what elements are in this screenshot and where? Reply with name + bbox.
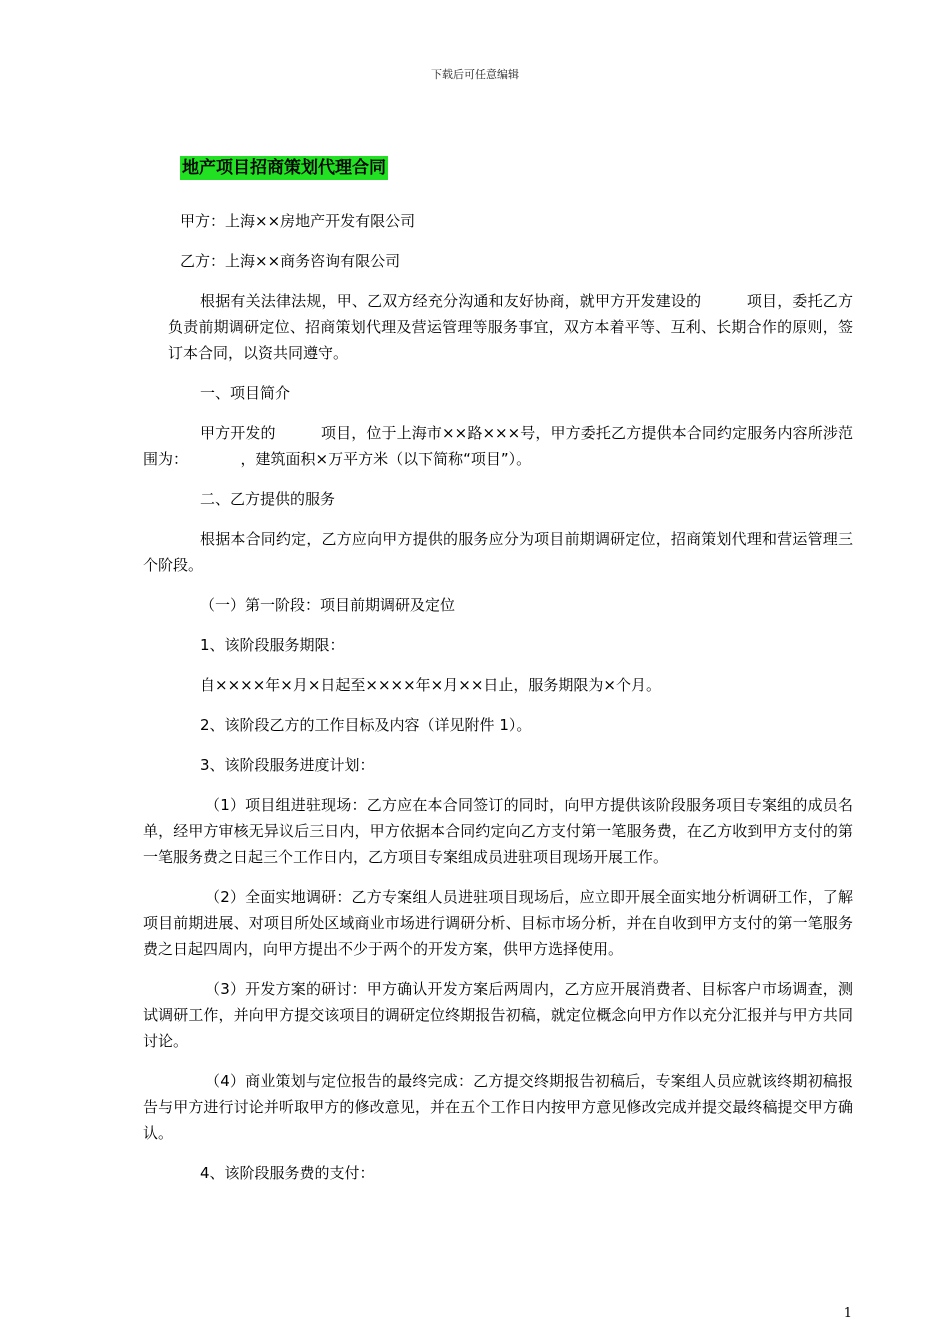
subitem-3-paragraph: （3）开发方案的研讨：甲方确认开发方案后两周内，乙方应开展消费者、目标客户市场调查，测试调研工作，并向甲方提交该项目的调研定位终期报告初稿，就定位概念向甲方作以充分汇报并与甲方共同讨论。 [143,980,853,1050]
project-intro-paragraph: 甲方开发的 项目，位于上海市××路×××号，甲方委托乙方提供本合同约定服务内容所涉范围为： ，建筑面积×万平方米（以下简称“项目”）。 [143,424,853,468]
item-2-text: 2、该阶段乙方的工作目标及内容（详见附件 1）。 [200,716,532,734]
page-number: 1 [843,1306,852,1321]
subitem-4-paragraph: （4）商业策划与定位报告的最终完成：乙方提交终期报告初稿后，专案组人员应就该终期初稿报告与甲方进行讨论并听取甲方的修改意见，并在五个工作日内按甲方意见修改完成并提交最终稿提交甲方确认。 [143,1072,853,1142]
section-1-heading: 一、项目简介 [200,384,291,402]
section-2-heading: 二、乙方提供的服务 [200,490,336,508]
item-4-heading: 4、该阶段服务费的支付： [200,1164,375,1182]
subitem-1-paragraph: （1）项目组进驻现场：乙方应在本合同签订的同时，向甲方提供该阶段服务项目专案组的成员名单，经甲方审核无异议后三日内，甲方依据本合同约定向乙方支付第一笔服务费，在乙方收到甲方支付的第一笔服务费之日起三个工作日内，乙方项目专案组成员进驻项目现场开展工作。 [143,796,853,866]
page-header: 下载后可任意编辑 [431,68,519,81]
document-title: 地产项目招商策划代理合同 [182,158,386,178]
document-body [143,208,853,1200]
title-wrap [180,156,388,180]
party-b: 乙方：上海××商务咨询有限公司 [180,252,401,270]
party-a: 甲方：上海××房地产开发有限公司 [180,212,416,230]
subitem-2-paragraph: （2）全面实地调研：乙方专案组人员进驻项目现场后，应立即开展全面实地分析调研工作，了解项目前期进展、对项目所处区域商业市场进行调研分析、目标市场分析，并在自收到甲方支付的第一笔服务费之日起四周内，向甲方提出不少于两个的开发方案，供甲方选择使用。 [143,888,853,958]
service-period-text: 自××××年×月×日起至××××年×月××日止，服务期限为×个月。 [200,676,661,694]
preamble-paragraph: 根据有关法律法规，甲、乙双方经充分沟通和友好协商，就甲方开发建设的 项目，委托乙方负责前期调研定位、招商策划代理及营运管理等服务事宜，双方本着平等、互利、长期合作的原则，签订本合同，以资共同遵守。 [168,292,853,362]
item-1-heading: 1、该阶段服务期限： [200,636,345,654]
stage-1-heading: （一）第一阶段：项目前期调研及定位 [200,596,456,614]
services-paragraph: 根据本合同约定，乙方应向甲方提供的服务应分为项目前期调研定位，招商策划代理和营运管理三个阶段。 [143,530,853,574]
item-3-heading: 3、该阶段服务进度计划： [200,756,375,774]
